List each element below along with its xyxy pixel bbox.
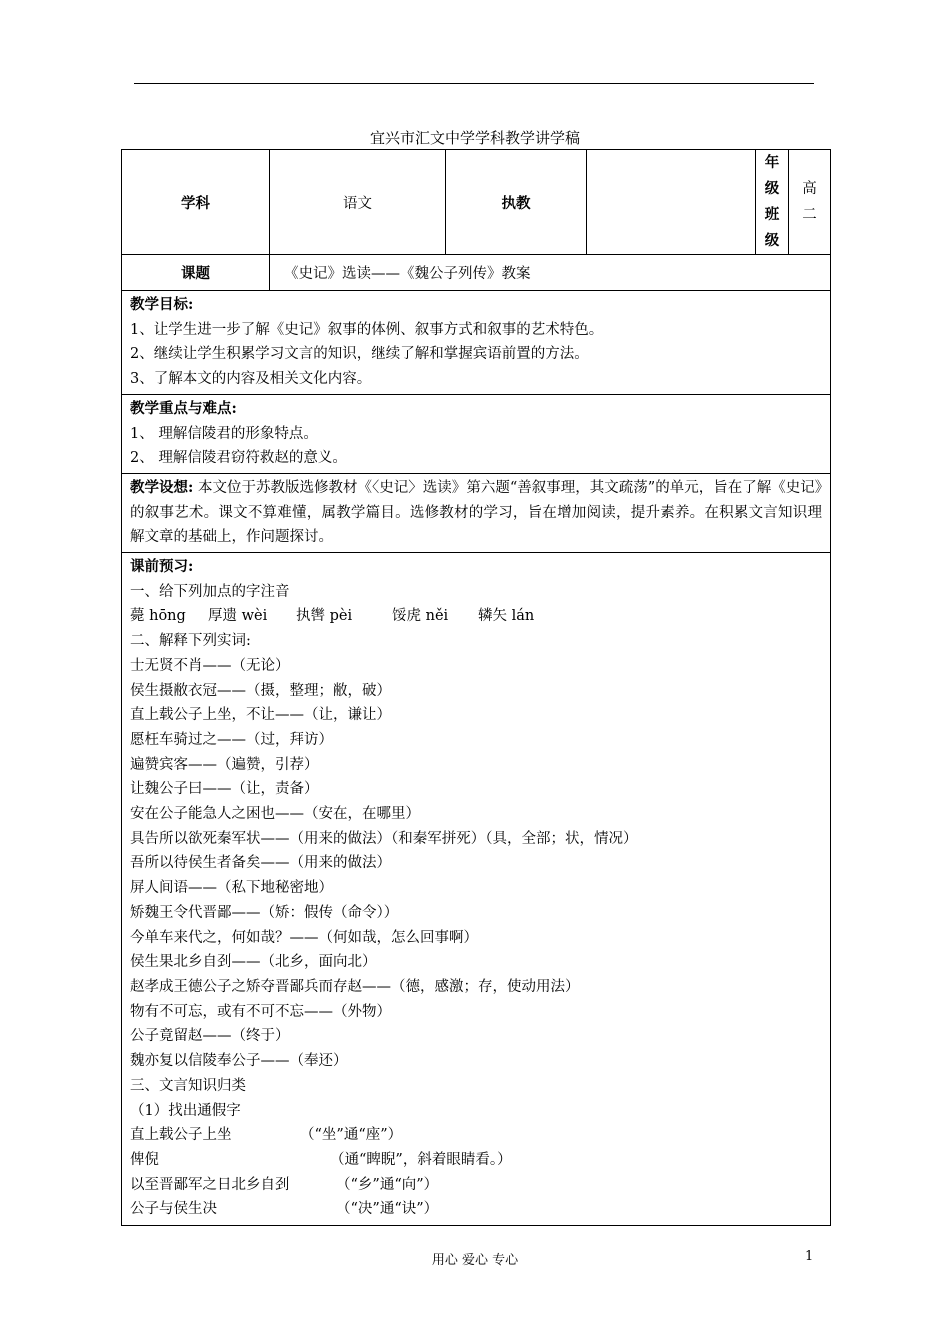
lesson-plan-table: [121, 149, 831, 1226]
objectives-section: [122, 291, 831, 395]
word-item: 矫魏王令代晋鄙——（矫：假传（命令））: [130, 904, 399, 921]
tongjia-note: （“乡”通“向”）: [336, 1176, 439, 1193]
pinyin-item: 执辔 pèi: [296, 608, 353, 625]
word-item: 魏亦复以信陵奉公子——（奉还）: [130, 1053, 348, 1070]
preview-part3-title: 三、文言知识归类: [130, 1077, 246, 1094]
tongjia-note: （通“睥睨”，斜着眼睛看。）: [330, 1151, 512, 1168]
footer-motto: 用心 爱心 专心: [431, 1253, 519, 1268]
word-item: 屏人间语——（私下地秘密地）: [130, 880, 333, 897]
design-text: 本文位于苏教版选修教材《〈史记〉选读》第六题“善叙事理，其文疏荡”的单元，旨在了解《史记》的叙事艺术。课文不算难懂，属教学篇目。选修教材的学习，旨在增加阅读，提升素养。在积累文言知识理解文章的基础上，作问题探讨。: [130, 479, 822, 546]
grade-label-char: 级: [764, 232, 780, 249]
word-item: 侯生果北乡自刭——（北乡，面向北）: [130, 954, 377, 971]
word-item: 侯生摄敝衣冠——（摄，整理；敝，破）: [130, 682, 391, 699]
pinyin-item: 馁虎 něi: [392, 608, 449, 625]
word-item: 安在公子能急人之困也——（安在，在哪里）: [130, 806, 420, 823]
word-item: 遍赞宾客——（遍赞，引荐）: [130, 756, 319, 773]
topic-label: 课题: [122, 255, 270, 291]
grade-label: [756, 150, 789, 255]
grade-value-char: 高: [802, 181, 817, 197]
design-section: [122, 473, 831, 552]
objectives-row: [122, 291, 831, 395]
header-rule: [134, 83, 814, 84]
pinyin-line: [130, 604, 822, 629]
objective-item: 3、了解本文的内容及相关文化内容。: [130, 371, 372, 388]
grade-value-char: 二: [802, 207, 817, 223]
tongjia-row: [130, 1148, 822, 1173]
info-row: [122, 150, 831, 255]
word-item: 物有不可忘，或有不可不忘——（外物）: [130, 1003, 391, 1020]
pinyin-item: 薨 hōng: [130, 608, 186, 625]
pinyin-item: 厚遗 wèi: [208, 608, 268, 625]
topic-value: 《史记》选读——《魏公子列传》教案: [270, 255, 831, 291]
teacher-value: [587, 150, 756, 255]
word-item: 直上载公子上坐，不让——（让，谦让）: [130, 707, 391, 724]
preview-part3-sub: （1）找出通假字: [130, 1102, 241, 1119]
word-item: 让魏公子曰——（让，责备）: [130, 781, 319, 798]
tongjia-row: [130, 1197, 822, 1222]
page-number: 1: [805, 1249, 814, 1264]
word-item: 吾所以待侯生者备矣——（用来的做法）: [130, 855, 391, 872]
subject-label: 学科: [122, 150, 270, 255]
objective-item: 1、让学生进一步了解《史记》叙事的体例、叙事方式和叙事的艺术特色。: [130, 321, 604, 338]
objective-item: 2、继续让学生积累学习文言的知识，继续了解和掌握宾语前置的方法。: [130, 346, 589, 363]
word-item: 愿枉车骑过之——（过，拜访）: [130, 731, 333, 748]
tongjia-sentence: 公子与侯生决: [130, 1201, 217, 1218]
grade-label-char: 级: [764, 180, 780, 197]
keypoints-section: [122, 394, 831, 473]
preview-part2-title: 二、解释下列实词:: [130, 633, 251, 650]
tongjia-row: [130, 1123, 822, 1148]
tongjia-sentence: 以至晋鄙军之日北乡自刭: [130, 1176, 290, 1193]
design-heading: 教学设想:: [130, 478, 194, 496]
preview-heading: 课前预习:: [130, 558, 194, 576]
tongjia-row: [130, 1173, 822, 1198]
tongjia-sentence: 俾倪: [130, 1151, 159, 1168]
preview-section: [122, 553, 831, 1226]
keypoints-row: [122, 394, 831, 473]
tongjia-sentence: 直上载公子上坐: [130, 1127, 232, 1144]
word-item: 公子竟留赵——（终于）: [130, 1028, 290, 1045]
topic-row: [122, 255, 831, 291]
grade-value: [789, 150, 831, 255]
objectives-heading: 教学目标:: [130, 296, 194, 313]
keypoint-item: 2、 理解信陵君窃符救赵的意义。: [130, 450, 347, 467]
grade-label-char: 年: [764, 154, 780, 171]
page-title: 宜兴市汇文中学学科教学讲学稿: [369, 129, 580, 147]
word-item: 士无贤不肖——（无论）: [130, 657, 290, 674]
word-item: 赵孝成王德公子之矫夺晋鄙兵而存赵——（德，感激；存，使动用法）: [130, 978, 580, 995]
keypoint-item: 1、 理解信陵君的形象特点。: [130, 425, 318, 442]
pinyin-item: 辚矢 lán: [478, 608, 535, 625]
tongjia-note: （“坐”通“座”）: [300, 1127, 403, 1144]
tongjia-note: （“决”通“诀”）: [336, 1201, 439, 1218]
preview-row: [122, 553, 831, 1226]
word-item: 今单车来代之，何如哉？——（何如哉，怎么回事啊）: [130, 929, 478, 946]
grade-label-char: 班: [764, 206, 780, 223]
teacher-label: 执教: [446, 150, 587, 255]
keypoints-heading: 教学重点与难点:: [130, 399, 237, 417]
word-item: 具告所以欲死秦军状——（用来的做法）（和秦军拼死）（具，全部；状，情况）: [130, 830, 638, 847]
preview-part1-title: 一、给下列加点的字注音: [130, 583, 290, 600]
subject-value: 语文: [270, 150, 446, 255]
design-row: [122, 473, 831, 552]
